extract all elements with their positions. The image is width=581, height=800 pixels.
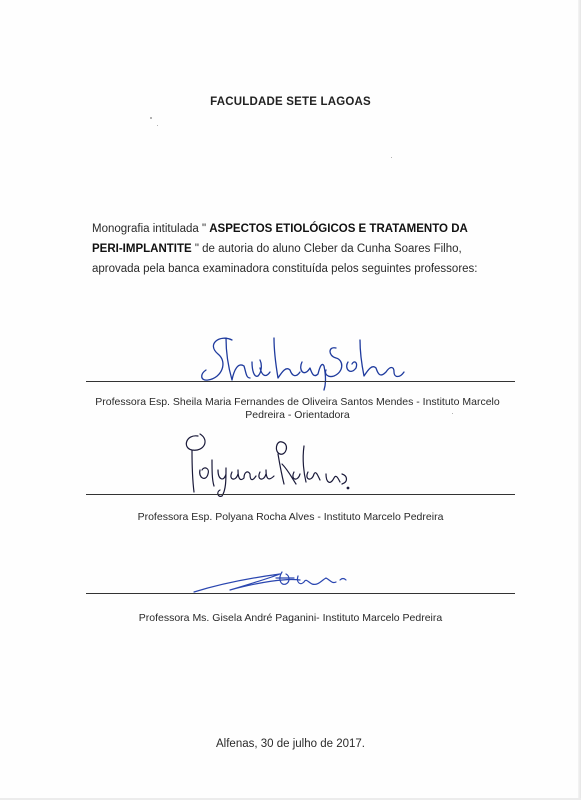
approval-statement xyxy=(92,219,492,279)
examiner-caption-3: Professora Ms. Gisela André Paganini- Instituto Marcelo Pedreira xyxy=(138,612,443,624)
signature-line-2 xyxy=(86,494,515,495)
scan-speck xyxy=(150,117,152,119)
signature-line-3 xyxy=(86,593,515,594)
monograph-title: ASPECTOS ETIOLÓGICOS E TRATAMENTO DA PERI-IMPLANTITE xyxy=(92,223,468,255)
signature-2 xyxy=(178,430,353,502)
examiner-caption-2: Professora Esp. Polyana Rocha Alves - Instituto Marcelo Pedreira xyxy=(137,511,444,523)
statement-prefix: Monografia intitulada " xyxy=(92,223,210,235)
signature-line-1 xyxy=(86,381,515,382)
examiner-caption-1: Professora Esp. Sheila Maria Fernandes de Oliveira Santos Mendes - Instituto Marcelo Pedreira - Orientadora xyxy=(95,396,500,421)
signature-1 xyxy=(196,332,411,392)
scan-speck xyxy=(157,125,158,126)
scan-speck xyxy=(391,157,392,158)
statement-suffix: " de autoria do aluno Cleber da Cunha Soares Filho, aprovada pela banca examinadora constituída pelos seguintes professores: xyxy=(92,243,478,275)
institution-heading: FACULDADE SETE LAGOAS xyxy=(210,96,371,108)
date-line: Alfenas, 30 de julho de 2017. xyxy=(216,738,365,750)
